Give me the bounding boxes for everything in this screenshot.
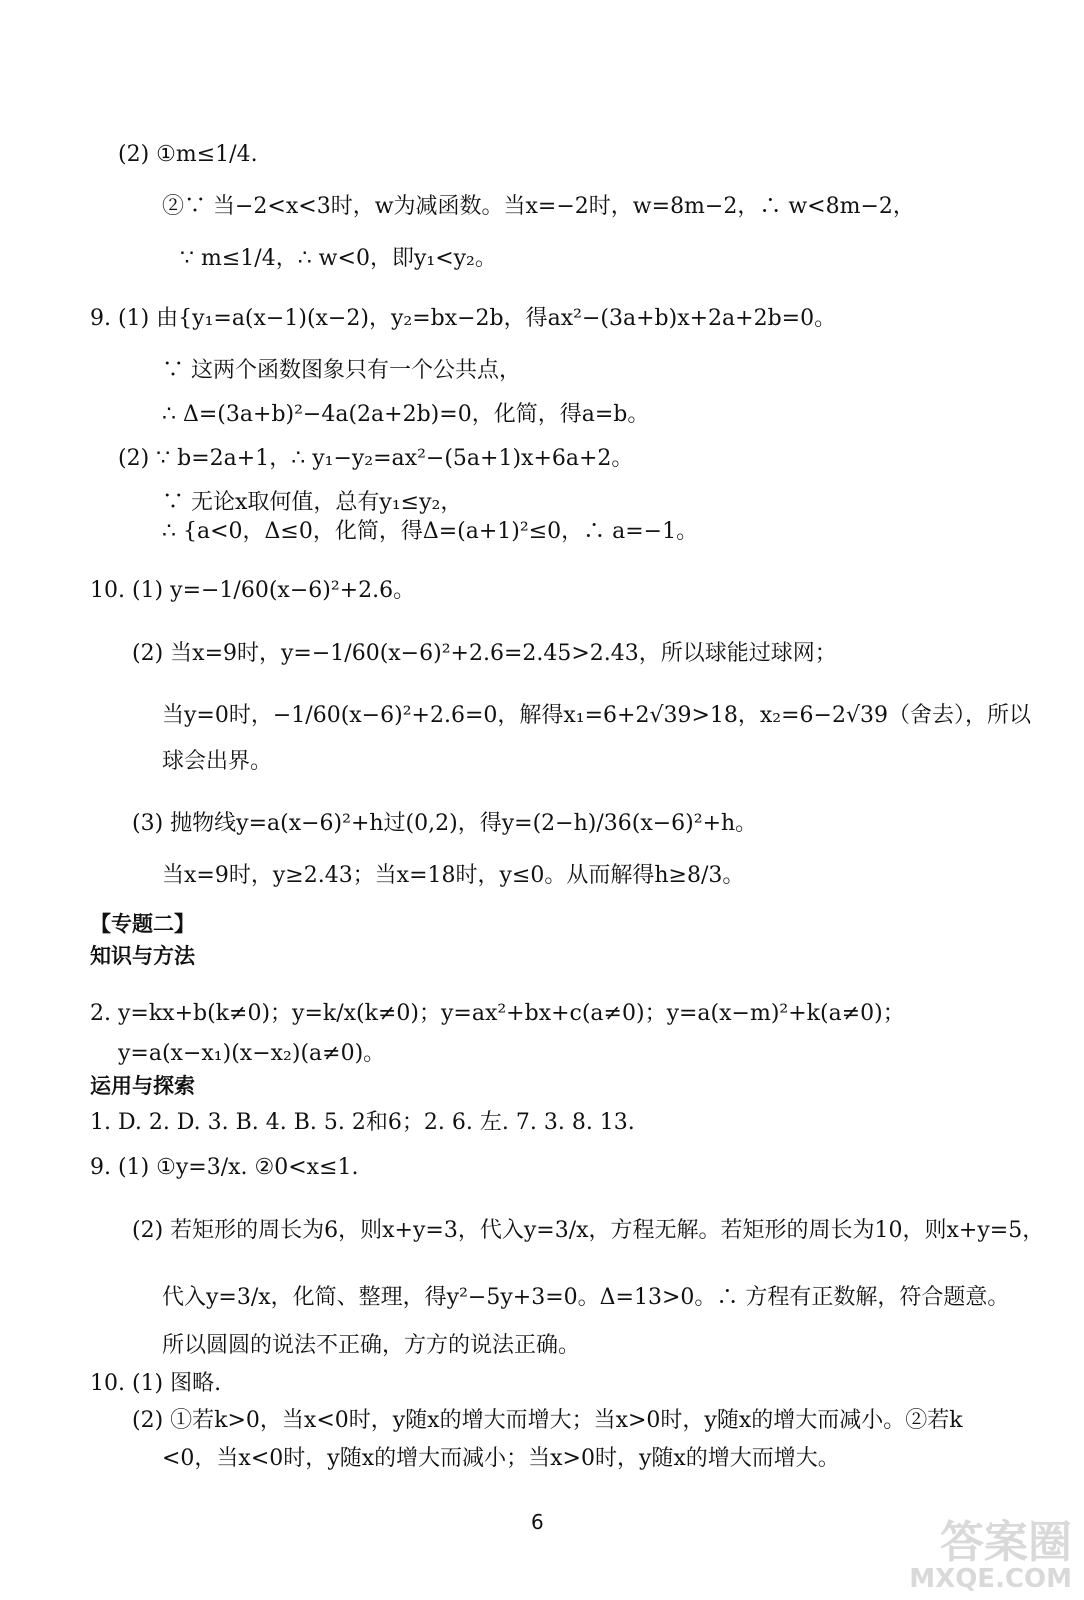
answer-line: ②∵ 当−2<x<3时，w为减函数。当x=−2时，w=8m−2，∴ w<8m−2， <box>162 194 915 219</box>
answer-line: 所以圆圆的说法不正确，方方的说法正确。 <box>162 1333 581 1358</box>
answer-line: 代入y=3/x，化简、整理，得y²−5y+3=0。Δ=13>0。∴ 方程有正数解，符合题意。 <box>162 1285 1010 1310</box>
answer-line: y=a(x−x₁)(x−x₂)(a≠0)。 <box>118 1041 386 1066</box>
answer-line: (2) ①m≤1/4. <box>118 142 258 167</box>
answer-line: ∵ m≤1/4，∴ w<0，即y₁<y₂。 <box>180 246 497 271</box>
answer-line: 10. (1) y=−1/60(x−6)²+2.6。 <box>90 578 416 603</box>
watermark-bottom-text: MXQE.COM <box>909 1564 1072 1594</box>
answer-line: (2) 当x=9时，y=−1/60(x−6)²+2.6=2.45>2.43，所以球能过球网； <box>132 641 837 666</box>
section-heading: 【专题二】 <box>90 912 195 936</box>
answer-line: 9. (1) ①y=3/x. ②0<x≤1. <box>90 1155 359 1180</box>
answer-line: (3) 抛物线y=a(x−6)²+h过(0,2)，得y=(2−h)/36(x−6)²+h。 <box>132 811 758 836</box>
answer-line: 当x=9时，y≥2.43；当x=18时，y≤0。从而解得h≥8/3。 <box>162 863 745 888</box>
answer-line: 1. D. 2. D. 3. B. 4. B. 5. 2和6；2. 6. 左. 7. 3. 8. 13. <box>90 1110 635 1135</box>
answer-line: ∴ {a<0，Δ≤0，化简，得Δ=(a+1)²≤0，∴ a=−1。 <box>162 519 699 544</box>
answer-line: (2) ∵ b=2a+1，∴ y₁−y₂=ax²−(5a+1)x+6a+2。 <box>118 446 634 471</box>
answer-line: (2) ①若k>0，当x<0时，y随x的增大而增大；当x>0时，y随x的增大而减小。②若k <box>132 1408 963 1433</box>
answer-line: 10. (1) 图略. <box>90 1371 222 1396</box>
answer-line: (2) 若矩形的周长为6，则x+y=3，代入y=3/x，方程无解。若矩形的周长为10，则x+y=5， <box>132 1218 1045 1243</box>
page-number: 6 <box>531 1510 544 1534</box>
answer-line: 2. y=kx+b(k≠0)；y=k/x(k≠0)；y=ax²+bx+c(a≠0)；y=a(x−m)²+k(a≠0)； <box>90 1001 905 1026</box>
watermark-logo <box>909 1506 1076 1594</box>
section-heading: 知识与方法 <box>90 944 195 968</box>
answer-line: 9. (1) 由{y₁=a(x−1)(x−2)，y₂=bx−2b，得ax²−(3a+b)x+2a+2b=0。 <box>90 306 837 331</box>
answer-line: <0，当x<0时，y随x的增大而减小；当x>0时，y随x的增大而增大。 <box>162 1446 840 1471</box>
section-heading: 运用与探索 <box>90 1074 195 1098</box>
watermark-top-text: 答案圈 <box>940 1517 1072 1568</box>
answer-line: 当y=0时，−1/60(x−6)²+2.6=0，解得x₁=6+2√39>18，x₂=6−2√39（舍去），所以 <box>162 703 1032 728</box>
answer-line: ∵ 这两个函数图象只有一个公共点， <box>162 358 521 383</box>
answer-line: 球会出界。 <box>162 749 273 774</box>
answer-line: ∴ Δ=(3a+b)²−4a(2a+2b)=0，化简，得a=b。 <box>162 402 650 427</box>
answer-line: ∵ 无论x取何值，总有y₁≤y₂， <box>162 490 463 515</box>
